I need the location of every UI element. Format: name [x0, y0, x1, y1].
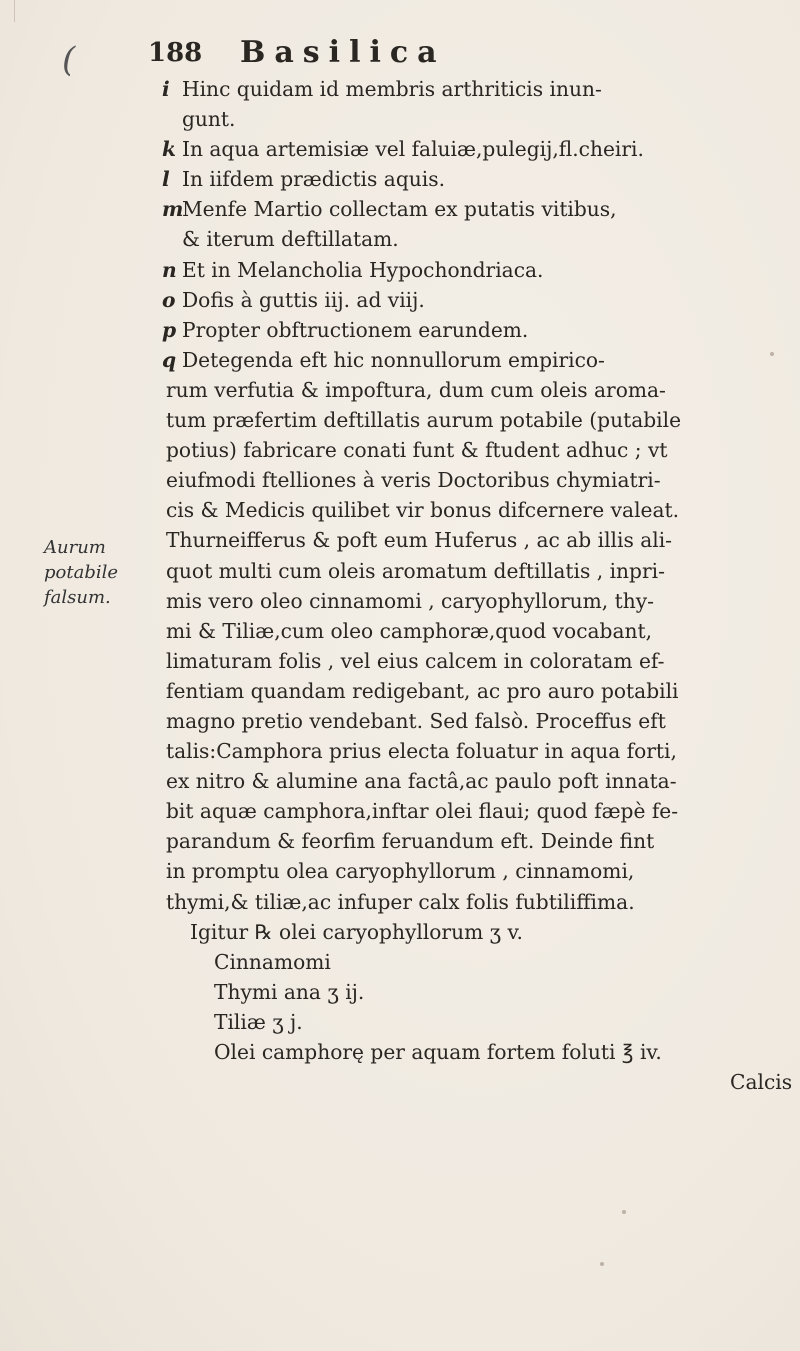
text-line	[162, 315, 780, 345]
line-text: Dofis à guttis iij. ad viij.	[182, 287, 425, 312]
text-line: bit aquæ camphora,inftar olei flaui; quod fæpè fe-	[166, 799, 679, 824]
line-text: gunt.	[182, 107, 236, 132]
page-header	[148, 34, 708, 72]
text-line	[162, 164, 780, 194]
text-line	[162, 345, 780, 375]
text-line: in promptu olea caryophyllorum , cinnamomi,	[166, 859, 635, 884]
line-text: Detegenda eft hic nonnullorum empirico-	[182, 347, 605, 372]
note-marker: n	[162, 257, 177, 282]
text-line: Thurneifferus & poft eum Huferus , ac ab illis ali-	[166, 528, 673, 553]
note-marker: q	[162, 347, 177, 372]
note-marker: i	[162, 77, 170, 101]
text-line: rum verfutia & impoftura, dum cum oleis aroma-	[166, 377, 666, 402]
text-line: mis vero oleo cinnamomi , caryophyllorum, thy-	[166, 588, 654, 613]
text-line: talis:Camphora prius electa foluatur in aqua forti,	[166, 739, 677, 764]
margin-note-line: Aurum	[44, 537, 106, 558]
text-line: ex nitro & alumine ana factâ,ac paulo poft innata-	[166, 769, 677, 794]
note-marker: m	[162, 197, 184, 222]
text-line: tum præfertim deftillatis aurum potabile (putabile	[166, 408, 682, 433]
catchword: Calcis	[730, 1070, 793, 1095]
note-marker: p	[162, 317, 177, 342]
text-line: cis & Medicis quilibet vir bonus difcernere valeat.	[166, 498, 680, 523]
text-line: mi & Tiliæ,cum oleo camphoræ,quod vocabant,	[166, 618, 653, 643]
text-line: parandum & feorfim feruandum eft. Deinde fint	[166, 829, 655, 854]
text-line: magno pretio vendebant. Sed falsò. Proceffus eft	[166, 708, 666, 733]
previous-page-edge-mark: (	[62, 40, 76, 80]
line-text: In iifdem prædictis aquis.	[182, 167, 445, 192]
note-marker: o	[162, 287, 176, 312]
margin-note-line: potabile	[44, 562, 119, 583]
line-text: In aqua artemisiæ vel faluiæ,pulegij,fl.cheiri.	[182, 137, 644, 162]
text-line: quot multi cum oleis aromatum deftillatis , inpri-	[166, 558, 665, 583]
paper-spot	[600, 1262, 604, 1266]
text-line	[162, 74, 780, 104]
text-line: potius) fabricare conati funt & ftudent adhuc ; vt	[166, 438, 668, 463]
text-line	[162, 194, 780, 224]
line-text: Et in Melancholia Hypochondriaca.	[182, 257, 544, 282]
note-marker: l	[162, 167, 170, 192]
page-number: 188	[148, 38, 203, 68]
line-text: Menfe Martio collectam ex putatis vitibus,	[182, 197, 617, 222]
running-head: Basilica	[240, 35, 446, 70]
line-text: Propter obftructionem earundem.	[182, 317, 529, 342]
text-line: eiufmodi ftelliones à veris Doctoribus chymiatri-	[166, 468, 661, 493]
text-line	[162, 134, 780, 164]
line-text: & iterum deftillatam.	[182, 227, 399, 252]
text-line: limaturam folis , vel eius calcem in coloratam ef-	[166, 648, 665, 673]
recipe-line: Tiliæ ʒ j.	[214, 1009, 303, 1034]
paper-spot	[770, 352, 774, 356]
body-text	[162, 74, 793, 1097]
margin-note-line: falsum.	[44, 587, 111, 608]
paper-spot	[622, 1210, 626, 1214]
text-line	[162, 224, 780, 254]
recipe-line: Igitur ℞ olei caryophyllorum ʒ v.	[190, 919, 523, 944]
text-line	[162, 104, 780, 134]
text-line: fentiam quandam redigebant, ac pro auro potabili	[166, 678, 679, 703]
text-line: thymi,& tiliæ,ac infuper calx folis fubtiliffima.	[166, 889, 635, 914]
line-text: Hinc quidam id membris arthriticis inun-	[182, 77, 602, 101]
text-line	[162, 255, 780, 285]
note-marker: k	[162, 137, 176, 162]
recipe-line: Thymi ana ʒ ij.	[214, 979, 365, 1004]
page-edge-stroke	[14, 0, 15, 22]
text-line	[162, 285, 780, 315]
margin-note	[44, 535, 144, 610]
recipe-line: Cinnamomi	[214, 949, 331, 974]
recipe-line: Olei camphorę per aquam fortem foluti ℥ iv.	[214, 1040, 662, 1064]
